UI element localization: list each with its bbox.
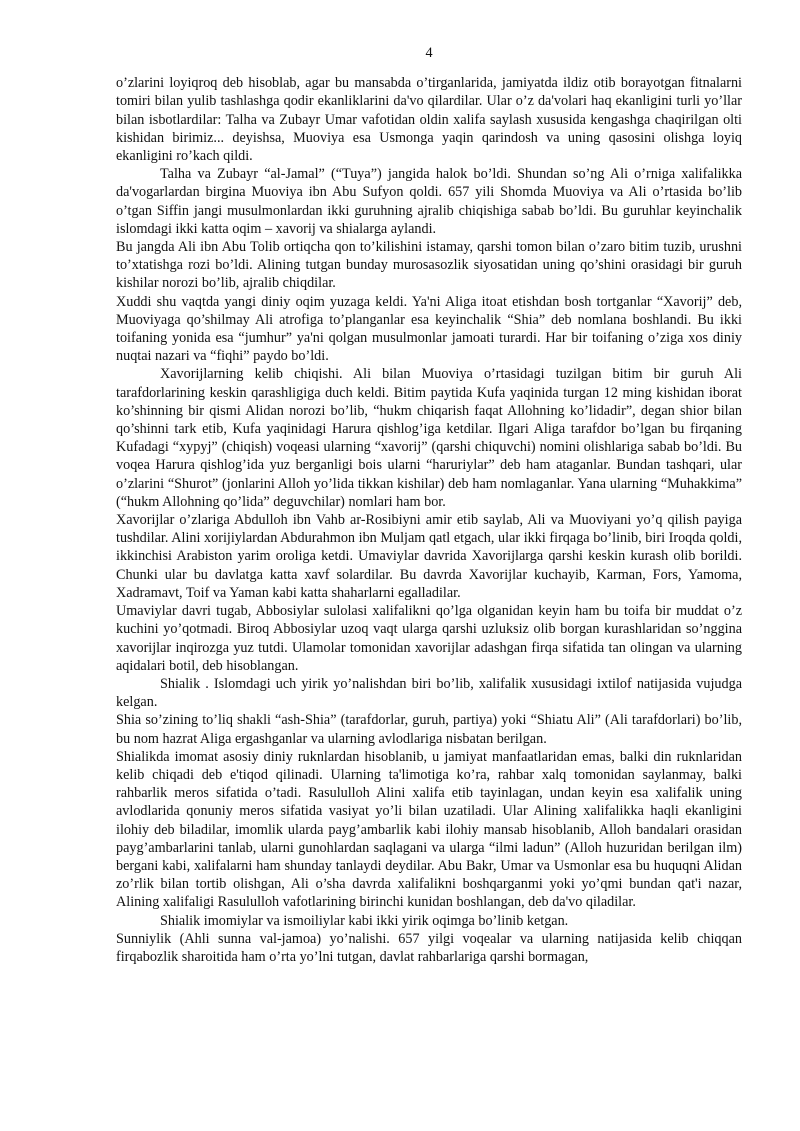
page-number: 4 — [425, 45, 433, 61]
paragraph: Shialik . Islomdagi uch yirik yo’nalishdan biri bo’lib, xalifalik xususidagi ixtilof natijasida vujudga kelgan. — [116, 675, 742, 711]
paragraph: Shia so’zining to’liq shakli “ash-Shia” (tarafdorlar, guruh, partiya) yoki “Shiatu Ali” (Ali tarafdorlari) bo’lib, bu nom hazrat Aliga ergashganlar va ularning avlodlariga nisbatan berilgan. — [116, 712, 742, 747]
paragraph: Bu jangda Ali ibn Abu Tolib ortiqcha qon to’kilishini istamay, qarshi tomon bilan o’zaro bitim tuzib, urushni to’xtatishga rozi bo’ldi. Alining tutgan bunday murosasozlik siyosatidan uning qo’shini orasidagi bir guruh kishilar norozi bo’lib, ajralib chiqdilar. — [116, 239, 742, 292]
paragraph: o’zlarini loyiqroq deb hisoblab, agar bu mansabda o’tirganlarida, jamiyatda ildiz otib borayotgan fitnalarni tomiri bilan yulib tashlashga qodir ekanliklarini da'vo qilardilar. Ular o’z da'volari haq ekanligini turli yo’llar bilan isbotlardilar: Talha va Zubayr Umar vafotidan oldin xalifa saylash xususida kengashga chaqirilgan olti kishidan birimiz... deyishsa, Muoviya esa Usmonga yaqin qarindosh va uning qasosini olishga loyiq ekanligini ro’kach qildi. — [116, 75, 742, 165]
paragraph: Xavorijlarning kelib chiqishi. Ali bilan Muoviya o’rtasidagi tuzilgan bitim bir guruh Ali tarafdorlarining keskin qarashligiga duch keldi. Bitim paytida Kufa yaqinida turgan 12 ming kishidan iborat ko’shinning bir qismi Alidan norozi bo’lib, “hukm chiqarish faqat Allohning ko’lidadir”, degan shior bilan qo’shinni tark etib, Kufa yaqinidagi Harura qishlog’iga ketdilar. Ilgari Aliga tarafdor bo’lgan bu firqaning Kufadagi “xypyj” (chiqish) voqeasi ularning “xavorij” (qarshi chiquvchi) nomini olishlariga sabab bo’ldi. Bu voqea Harura qishlog’ida yuz berganligi bois ularni “haruriylar” deb ham ataganlar. Bundan tashqari, ular o’zlarini “Shurot” (jonlarini Alloh yo’lida tikkan kishilar) deb ham nomlaganlar. Yana ularning “Muhakkima” (“hukm Allohning qo’lida” deguvchilar) nomlari ham bor. — [116, 366, 742, 510]
paragraph: Umaviylar davri tugab, Abbosiylar sulolasi xalifalikni qo’lga olganidan keyin ham bu toifa bir muddat o’z kuchini yo’qotmadi. Biroq Abbosiylar uzoq vaqt ularga qarshi uzluksiz olib borgan kurashlaridan so’nggina xavorijlar inqirozga yuz tutdi. Ulamolar tomonidan xavorijlar adashgan firqa sifatida tan olingan va ularning aqidalari botil, deb hisoblangan. — [116, 603, 742, 674]
paragraph: Shialik imomiylar va ismoiliylar kabi ikki yirik oqimga bo’linib ketgan. — [160, 912, 569, 929]
paragraph: Talha va Zubayr “al-Jamal” (“Tuya”) jangida halok bo’ldi. Shundan so’ng Ali o’rniga xalifalikka da'vogarlardan birgina Muoviya ibn Abu Sufyon qoldi. 657 yili Shomda Muoviya va Ali o’rtasida bo’lib o’tgan Siffin jangi musulmonlardan ikki guruhning ajralib chiqishiga sabab bo’ldi. Bu guruhlar keyinchalik islomdagi ikki katta oqim – xavorij va shialarga aylandi. — [116, 166, 742, 237]
document-page — [116, 44, 742, 966]
document-body — [116, 74, 742, 966]
paragraph: Shialikda imomat asosiy diniy ruknlardan hisoblanib, u jamiyat manfaatlaridan emas, balki din ruknlaridan kelib chiqadi deb e'tiqod qilinadi. Ularning ta'limotiga ko’ra, rahbar xalq tomonidan saylanmay, balki rahbarlik meros sifatida o’tadi. Rasululloh Alini xalifa etib tayinlagan, undan keyin esa xalifalik uning avlodlarida qonuniy meros sifatida vasiyat yo’li bilan uzatiladi. Ular Alining xalifalikka haqli ekanligini ilohiy deb biladilar, imomlik ularda payg’ambarlik kabi ilohiy mansab hisoblanib, Alloh bandalari orasidan payg’ambarlarini tanlab, ularni gunohlardan saqlagani va ularga “ilmi ladun” (Alloh huzuridan berilgan ilm) bergani kabi, xalifalarni ham shunday tanlaydi deydilar. Abu Bakr, Umar va Usmonlar esa bu huquqni Alidan zo’rlik bilan tortib olishgan, Ali o’sha davrda xalifalikni boshqarganmi yoki yo’qmi bundan qat'i nazar, Alining xalifaligi Rasululloh vafotlarining birinchi kunidan boshlangan, deb da'vo qiladilar. — [116, 748, 742, 911]
paragraph: Sunniylik (Ahli sunna val-jamoa) yo’nalishi. 657 yilgi voqealar va ularning natijasida kelib chiqqan firqabozlik sharoitida ham o’rta yo’lni tutgan, davlat rahbarlariga qarshi bormagan, — [116, 930, 742, 965]
paragraph: Xuddi shu vaqtda yangi diniy oqim yuzaga keldi. Ya'ni Aliga itoat etishdan bosh tortganlar “Xavorij” deb, Muoviyaga qo’shilmay Ali atrofiga to’planganlar esa keyinchalik “Shia” deb nomlana boshlandi. Bu ikki toifaning yonida esa “jumhur” ya'ni qolgan musulmonlar jamoati turardi. Har bir toifaning o’ziga xos diniy nuqtai nazari va “fiqhi” paydo bo’ldi. — [116, 293, 742, 365]
paragraph: Xavorijlar o’zlariga Abdulloh ibn Vahb ar-Rosibiyni amir etib saylab, Ali va Muoviyani yo’q qilish payiga tushdilar. Alini xorijiylardan Abdurahmon ibn Muljam qatl etgach, ular ikki firqaga bo’linib, biri Iroqda qoldi, ikkinchisi Arabiston yarim oroliga ketdi. Umaviylar davrida Xavorijlarga qarshi keskin kurash olib borildi. Chunki ular bu davlatga katta xavf solardilar. Bu davrda Xavorijlar kuchayib, Karman, Fors, Yamoma, Xadramavt, Toif va Yaman kabi katta shaharlarni egalladilar. — [116, 512, 742, 601]
